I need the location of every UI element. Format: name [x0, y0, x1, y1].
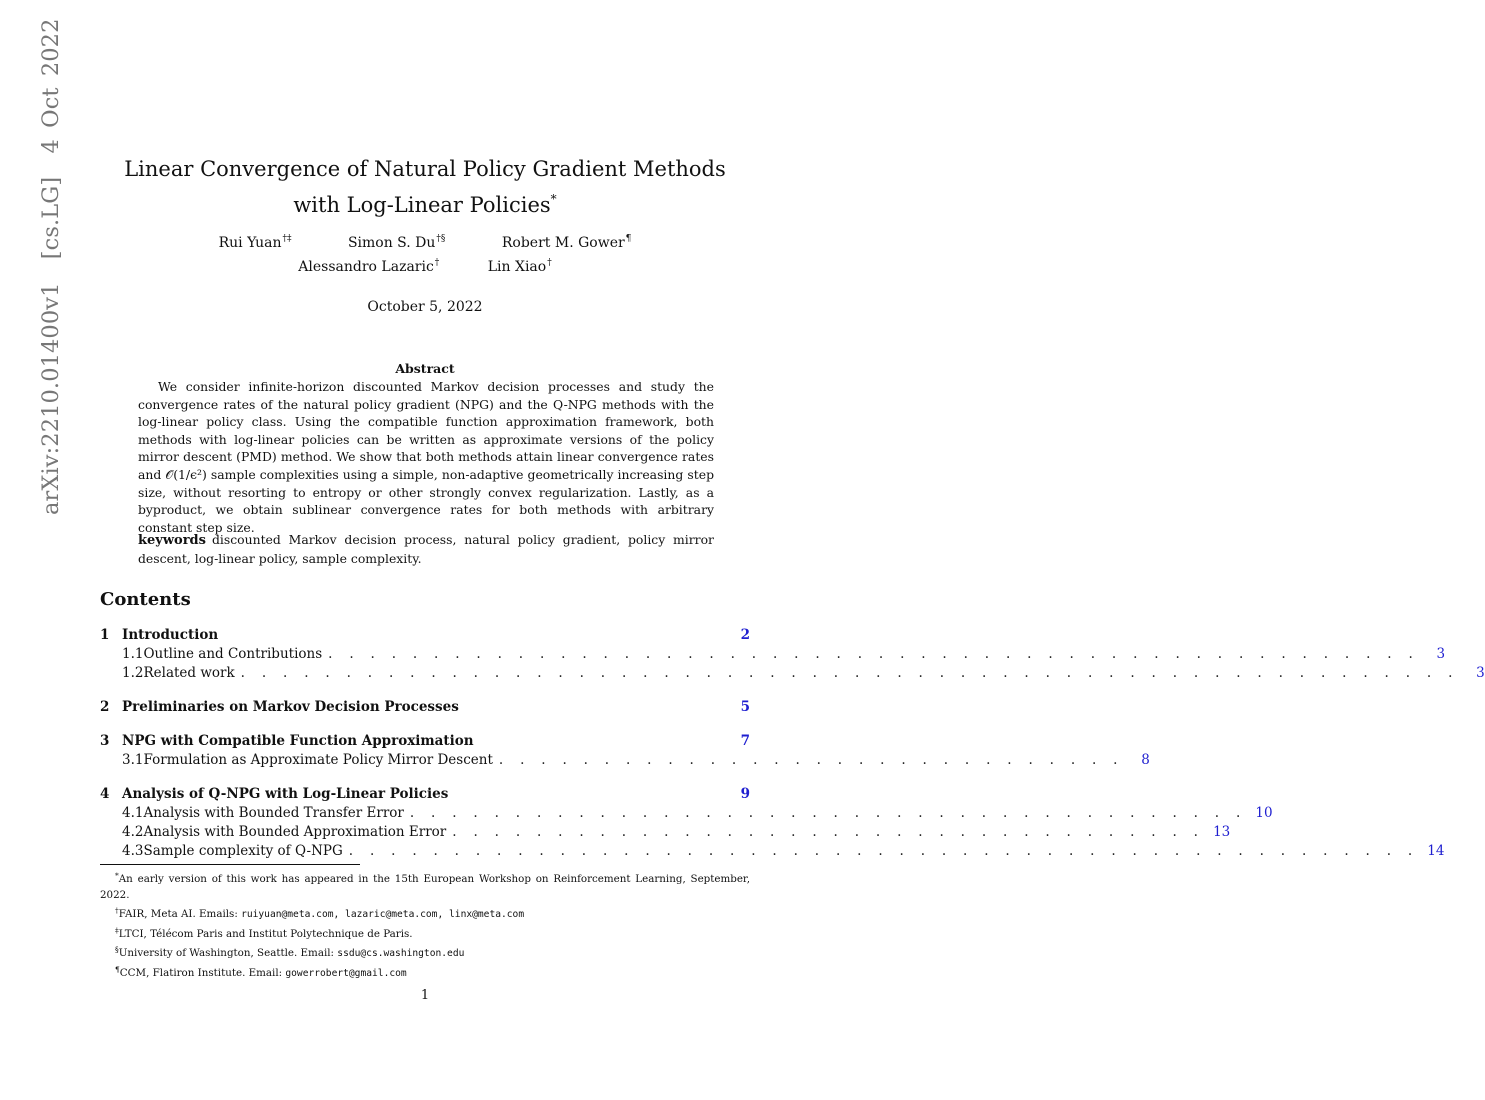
author-lin-xiao: Lin Xiao†: [487, 258, 552, 275]
toc-entry[interactable]: 3.1 Formulation as Approximate Policy Mirror Descent . . . . . . . . . . . . . . . . . . . . . . . . . . . . . . 8: [122, 752, 1150, 768]
toc-leader-dots: . . . . . . . . . . . . . . . . . . . . . . . . . . . . . . . . . . . . . . . .: [409, 805, 1247, 821]
toc-leader-dots: . . . . . . . . . . . . . . . . . . . . . . . . . . . . . . . . . . . . . . . . . . . . . . . . . . .: [348, 843, 1419, 859]
toc-entry[interactable]: 1.2 Related work . . . . . . . . . . . . . . . . . . . . . . . . . . . . . . . . . . . . . . . . . . . . . . . . . . . . . . . . . . 3: [122, 665, 1485, 681]
toc-page-link[interactable]: 14: [1427, 843, 1445, 859]
contents-heading: Contents: [100, 589, 191, 610]
toc-entry[interactable]: 4 Analysis of Q-NPG with Log-Linear Policies 9: [100, 786, 750, 802]
footnote-2-emails: ruiyuan@meta.com, lazaric@meta.com, linx@meta.com: [241, 909, 525, 920]
keywords-label: keywords: [138, 533, 206, 548]
author-alessandro-lazaric: Alessandro Lazaric†: [298, 258, 440, 275]
title-footnote-mark: *: [550, 192, 557, 206]
toc-leader-dots: . . . . . . . . . . . . . . . . . . . . . . . . . . . . . . . . . . . .: [452, 824, 1205, 840]
toc-entry[interactable]: 4.1 Analysis with Bounded Transfer Error . . . . . . . . . . . . . . . . . . . . . . . . . . . . . . . . . . . . . . . . 10: [122, 805, 1273, 821]
toc-leader-dots: . . . . . . . . . . . . . . . . . . . . . . . . . . . . . .: [498, 752, 1124, 768]
author-robert-gower: Robert M. Gower¶: [501, 234, 632, 251]
footnotes: [100, 868, 750, 981]
arxiv-date: 4 Oct 2022: [38, 18, 64, 154]
toc-entry[interactable]: 1.1 Outline and Contributions . . . . . . . . . . . . . . . . . . . . . . . . . . . . . . . . . . . . . . . . . . . . . . . . . . . . 3: [122, 646, 1446, 662]
toc-page-link[interactable]: 9: [740, 786, 750, 802]
paper-date: October 5, 2022: [367, 299, 483, 315]
footnote-2: †FAIR, Meta AI. Emails: ruiyuan@meta.com, lazaric@meta.com, linx@meta.com: [115, 906, 525, 920]
footnote-1: *An early version of this work has appeared in the 15th European Workshop on Reinforcement Learning, September, 2022.: [100, 871, 750, 901]
toc-page-link[interactable]: 3: [1436, 646, 1446, 662]
toc-page-link[interactable]: 2: [740, 627, 750, 643]
title-line-2: with Log-Linear Policies*: [293, 192, 557, 217]
toc-leader-dots: . . . . . . . . . . . . . . . . . . . . . . . . . . . . . . . . . . . . . . . . . . . . . . . . . . . .: [328, 646, 1420, 662]
toc-entry[interactable]: 2 Preliminaries on Markov Decision Processes 5: [100, 699, 750, 715]
toc-entry[interactable]: 1 Introduction 2: [100, 627, 750, 643]
footnote-4-email: ssdu@cs.washington.edu: [337, 948, 465, 959]
toc-entry[interactable]: 3 NPG with Compatible Function Approximation 7: [100, 733, 750, 749]
toc-entry[interactable]: 4.2 Analysis with Bounded Approximation Error . . . . . . . . . . . . . . . . . . . . . . . . . . . . . . . . . . . . 13: [122, 824, 1231, 840]
abstract-body: We consider infinite-horizon discounted Markov decision processes and study the convergence rates of the natural policy gradient (NPG) and the Q-NPG methods with the log-linear policy class. Using the compatible function approximation framework, both methods with log-linear policies can be written as approximate versions of the policy mirror descent (PMD) method. We show that both methods attain linear convergence rates and 𝒪(1/ϵ²) sample complexities using a simple, non-adaptive geometrically increasing step size, without resorting to entropy or other strongly convex regularization. Lastly, as a byproduct, we obtain sublinear convergence rates for both methods with arbitrary constant step size.: [138, 379, 714, 535]
footnote-5-email: gowerrobert@gmail.com: [285, 967, 407, 979]
toc-page-link[interactable]: 3: [1476, 665, 1485, 681]
toc-page-link[interactable]: 5: [740, 699, 750, 715]
toc-entry[interactable]: 4.3 Sample complexity of Q-NPG . . . . . . . . . . . . . . . . . . . . . . . . . . . . . . . . . . . . . . . . . . . . . . . . . . . 14: [122, 843, 1445, 859]
footnote-5: ¶CCM, Flatiron Institute. Email: gowerrobert@gmail.com: [115, 964, 407, 979]
author-rui-yuan: Rui Yuan†‡: [218, 234, 292, 251]
toc-leader-dots: . . . . . . . . . . . . . . . . . . . . . . . . . . . . . . . . . . . . . . . . . . . . . . . . . . . . . . . . . .: [240, 665, 1459, 681]
title-line-1: Linear Convergence of Natural Policy Gradient Methods: [124, 157, 726, 181]
page-number: 1: [420, 988, 430, 1003]
keywords: [138, 531, 714, 567]
toc-page-link[interactable]: 10: [1255, 805, 1273, 821]
footnote-3: ‡LTCI, Télécom Paris and Institut Polytechnique de Paris.: [115, 925, 413, 940]
footnote-rule: [100, 864, 360, 865]
abstract-heading: Abstract: [395, 361, 455, 376]
toc-page-link[interactable]: 13: [1213, 824, 1231, 840]
author-simon-du: Simon S. Du†§: [347, 234, 446, 251]
arxiv-id: arXiv:2210.01400v1: [38, 282, 64, 515]
toc-page-link[interactable]: 7: [740, 733, 750, 749]
footnote-4: §University of Washington, Seattle. Email: ssdu@cs.washington.edu: [115, 945, 465, 959]
keywords-text: discounted Markov decision process, natural policy gradient, policy mirror descent, log-linear policy, sample complexity.: [138, 532, 714, 566]
author-row-1: [0, 234, 850, 251]
author-row-2: [0, 258, 850, 275]
arxiv-category: [cs.LG]: [38, 176, 64, 260]
toc-page-link[interactable]: 8: [1141, 752, 1150, 768]
paper-title: [0, 154, 850, 220]
